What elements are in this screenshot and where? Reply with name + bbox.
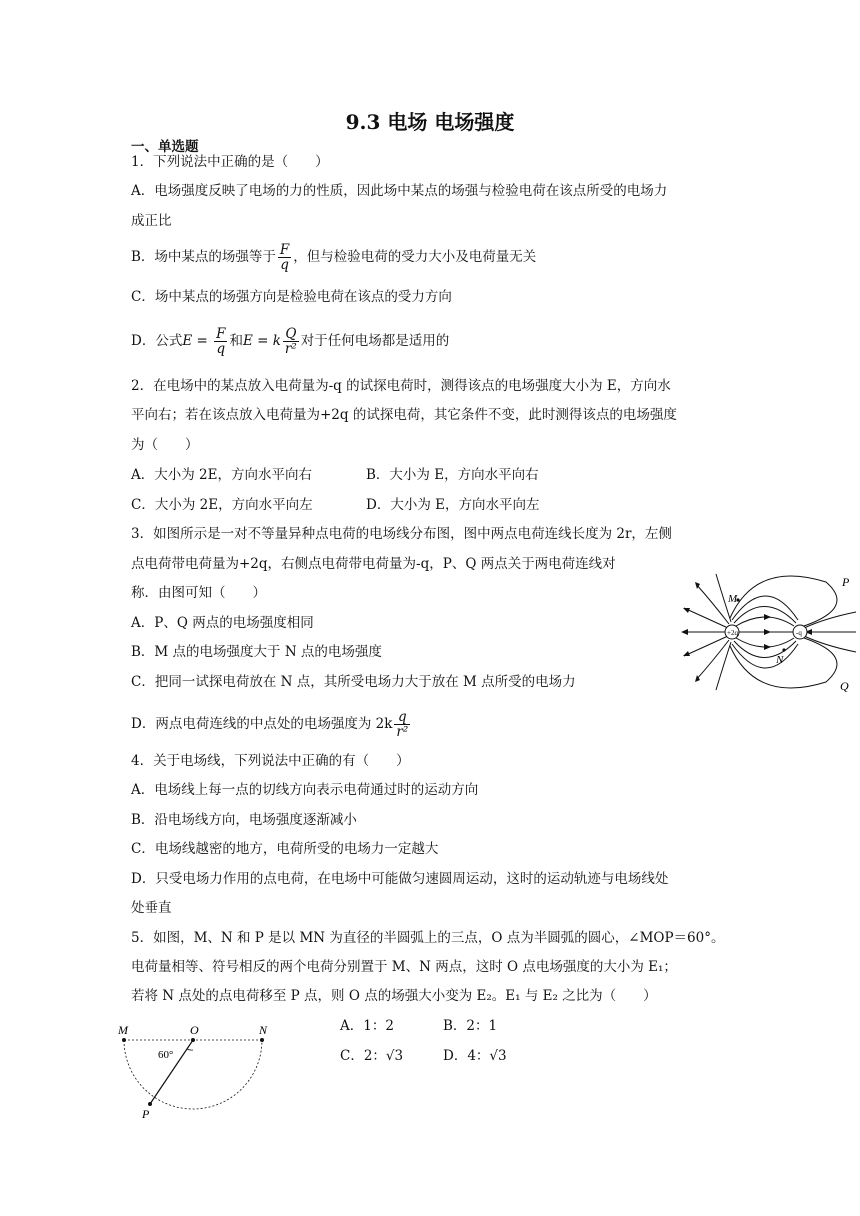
q5-line1: 5．如图，M、N 和 P 是以 MN 为直径的半圆弧上的三点，O 点为半圆弧的圆心，∠MOP＝60°。 <box>131 930 725 946</box>
q4-option-d-line2: 处垂直 <box>131 900 172 916</box>
formula-q-over-r2: $\frac{q}{\text{r²}}$ <box>396 709 409 740</box>
q4-option-d-line1: D．只受电场力作用的点电荷，在电场中可能做匀速圆周运动，这时的运动轨迹与电场线处 <box>131 871 669 887</box>
q2-line3: 为（ ） <box>131 437 199 453</box>
q5-option-b: B．2：1 <box>443 1018 498 1034</box>
q1-stem: 1．下列说法中正确的是（ ） <box>131 154 329 170</box>
q1-option-d-post: 对于任何电场都是适用的 <box>300 333 450 349</box>
formula-e-f-q: $\frac{F}{q}$ <box>216 326 226 357</box>
q2-option-c: C．大小为 2E，方向水平向左 <box>131 497 313 513</box>
q3-option-a: A．P、Q 两点的电场强度相同 <box>131 615 314 631</box>
q5-option-a: A．1：2 <box>340 1018 394 1034</box>
point-q-label: Q <box>840 679 849 693</box>
section-heading: 一、单选题 <box>131 139 199 155</box>
q3-line2: 点电荷带电荷量为+2q，右侧点电荷带电荷量为-q，P、Q 两点关于两电荷连线对 <box>131 556 616 572</box>
q4-option-b: B．沿电场线方向，电场强度逐渐减小 <box>131 812 357 828</box>
q5-line2: 电荷量相等、符号相反的两个电荷分别置于 M、N 两点，这时 O 点电场强度的大小为 E₁； <box>131 959 677 975</box>
point-m-label: M <box>728 593 738 605</box>
q5-semicircle-figure <box>116 1020 286 1120</box>
formula-e-kq-r2: $\frac{Q}{\text{r²}}$ <box>284 326 297 357</box>
q2-option-b: B．大小为 E，方向水平向右 <box>366 467 539 483</box>
right-charge-label: -q <box>796 629 802 637</box>
angle-label: 60° <box>158 1049 174 1061</box>
q3-line1: 3．如图所示是一对不等量异种点电荷的电场线分布图，图中两点电荷连线长度为 2r，左侧 <box>131 526 672 542</box>
q1-option-b-pre: B．场中某点的场强等于 <box>131 249 276 265</box>
q1-option-a-line2: 成正比 <box>131 213 172 229</box>
point-m-label: M <box>118 1023 128 1037</box>
q4-option-a: A．电场线上每一点的切线方向表示电荷通过时的运动方向 <box>131 782 479 798</box>
q2-line1: 2．在电场中的某点放入电荷量为-q 的试探电荷时，测得该点的电场强度大小为 E，方向水 <box>131 378 671 394</box>
q3-field-line-figure <box>676 568 860 696</box>
q3-option-c: C．把同一试探电荷放在 N 点，其所受电场力大于放在 M 点所受的电场力 <box>131 674 576 690</box>
page-title: 9.3 电场 电场强度 <box>345 110 515 134</box>
point-p-label: P <box>842 575 850 589</box>
q1-option-d-mid: 和 <box>229 333 243 349</box>
q3-line3: 称．由图可知（ ） <box>131 585 266 601</box>
point-n-label: N <box>776 654 784 666</box>
point-o-label: O <box>190 1023 199 1037</box>
q5-line3: 若将 N 点处的点电荷移至 P 点，则 O 点的场强大小变为 E₂。E₁ 与 E₂ 之比为（ ） <box>131 988 657 1004</box>
field-line-svg <box>676 568 860 696</box>
q1-option-c: C．场中某点的场强方向是检验电荷在该点的受力方向 <box>131 289 452 305</box>
q1-option-d: D．公式E = $\frac{F}{q}$ 和E = k $\frac{Q}{\text{r²}}$ 对于任何电场都是适用的 <box>131 326 450 357</box>
q2-option-d: D．大小为 E，方向水平向左 <box>366 497 540 513</box>
q5-option-c: C．2：√3 <box>340 1048 404 1064</box>
q3-option-b: B．M 点的电场强度大于 N 点的电场强度 <box>131 644 382 660</box>
point-n-label: N <box>259 1023 268 1037</box>
q5-option-d: D．4：√3 <box>443 1048 507 1064</box>
q2-line2: 平向右；若在该点放入电荷量为+2q 的试探电荷，其它条件不变，此时测得该点的电场强度 <box>131 407 677 423</box>
left-charge-label: +2q <box>727 629 738 637</box>
q4-option-c: C．电场线越密的地方，电荷所受的电场力一定越大 <box>131 841 439 857</box>
q1-option-b-post: ，但与检验电荷的受力大小及电荷量无关 <box>293 249 537 265</box>
q1-option-d-pre: D．公式 <box>131 333 183 349</box>
semicircle-svg <box>116 1020 286 1120</box>
q2-option-a: A．大小为 2E，方向水平向右 <box>131 467 312 483</box>
q3-option-d-pre: D．两点电荷连线的中点处的电场强度为 2k <box>131 716 393 732</box>
point-p-label: P <box>142 1107 150 1120</box>
q1-option-a-line1: A．电场强度反映了电场的力的性质，因此场中某点的场强与检验电荷在该点所受的电场力 <box>131 183 668 199</box>
q3-option-d <box>131 710 412 739</box>
q4-stem: 4．关于电场线，下列说法中正确的有（ ） <box>131 753 410 769</box>
formula-f-over-q: $\frac{F}{q}$ <box>279 242 290 273</box>
q1-option-b <box>131 243 536 272</box>
